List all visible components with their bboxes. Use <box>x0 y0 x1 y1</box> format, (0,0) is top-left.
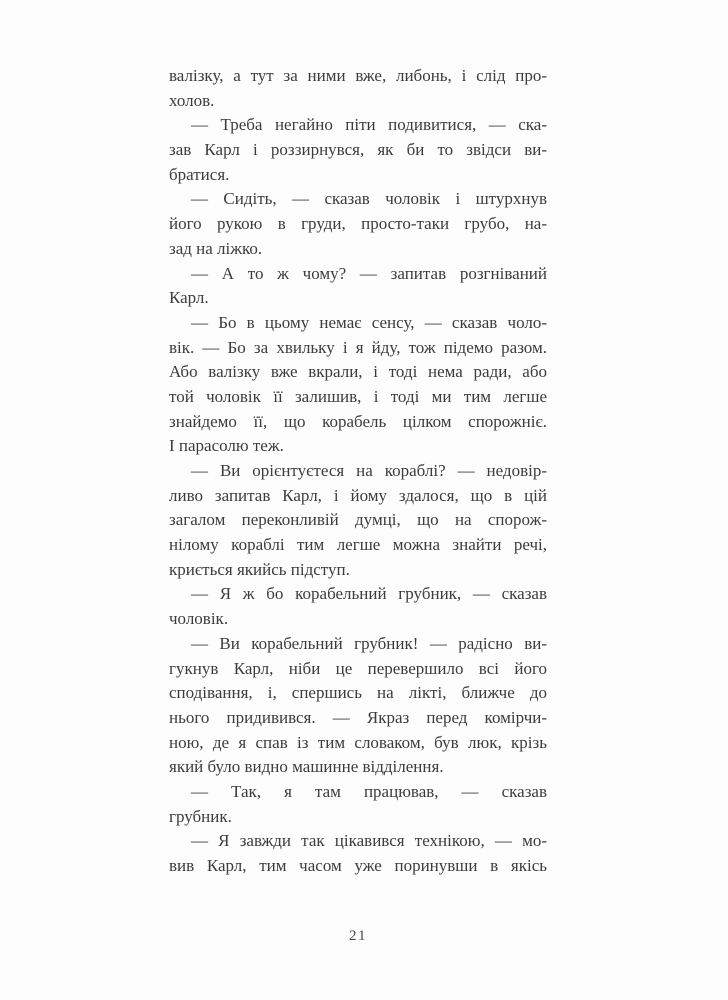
text-line: — Треба негайно піти подивитися, — ска- <box>191 115 547 135</box>
text-line: нього придивився. — Якраз перед комірчи- <box>169 707 547 727</box>
text-line: сподівання, і, спершись на лікті, ближче до <box>169 683 547 703</box>
text-line: який було видно машинне відділення. <box>169 757 444 777</box>
text-line: — А то ж чому? — запитав розгніваний <box>191 263 547 283</box>
text-line: холов. <box>169 90 215 110</box>
text-line: зав Карл і роззирнувся, як би то звідси ви- <box>169 140 547 160</box>
text-line: криється якийсь підступ. <box>169 559 350 579</box>
text-line: вік. — Бо за хвильку і я йду, тож підемо разом. <box>169 337 547 357</box>
text-line: нілому кораблі тим легше можна знайти речі, <box>169 535 547 555</box>
text-line: — Ви орієнтуєтеся на кораблі? — недовір- <box>191 461 547 480</box>
text-line: знайдемо її, що корабель цілком спорожніє. <box>169 411 547 431</box>
text-line: братися. <box>169 164 230 184</box>
text-line: той чоловік її залишив, і тоді ми тим легше <box>169 386 547 406</box>
text-line: валізку, а тут за ними вже, либонь, і слід про- <box>169 66 547 85</box>
text-line: ливо запитав Карл, і йому здалося, що в цій <box>169 485 547 505</box>
page-number: 21 <box>349 928 367 944</box>
text-line: загалом переконливій думці, що на спорож- <box>169 510 547 530</box>
text-line: — Ви корабельний грубник! — радісно ви- <box>191 633 547 653</box>
text-block <box>169 64 547 879</box>
text-line: грубник. <box>169 806 232 826</box>
text-line: ною, де я спав із тим словаком, був люк, крізь <box>169 732 547 752</box>
text-line: — Бо в цьому немає сенсу, — сказав чоло- <box>191 312 547 332</box>
text-line: — Я завжди так цікавився технікою, — мо- <box>191 831 547 851</box>
text-line: гукнув Карл, ніби це перевершило всі його <box>169 658 547 678</box>
text-line: Або валізку вже вкрали, і тоді нема ради, або <box>169 362 547 382</box>
text-line: Карл. <box>169 288 209 308</box>
text-line: його рукою в груди, просто-таки грубо, на- <box>169 214 547 234</box>
text-line: І парасолю теж. <box>169 436 284 456</box>
text-line: чоловік. <box>169 609 229 629</box>
text-line: — Я ж бо корабельний грубник, — сказав <box>191 584 547 604</box>
text-line: вив Карл, тим часом уже поринувши в якісь <box>169 856 547 875</box>
text-line: — Так, я там працював, — сказав <box>191 781 547 801</box>
text-line: — Сидіть, — сказав чоловік і штурхнув <box>191 189 547 209</box>
text-line: зад на ліжко. <box>169 238 263 258</box>
